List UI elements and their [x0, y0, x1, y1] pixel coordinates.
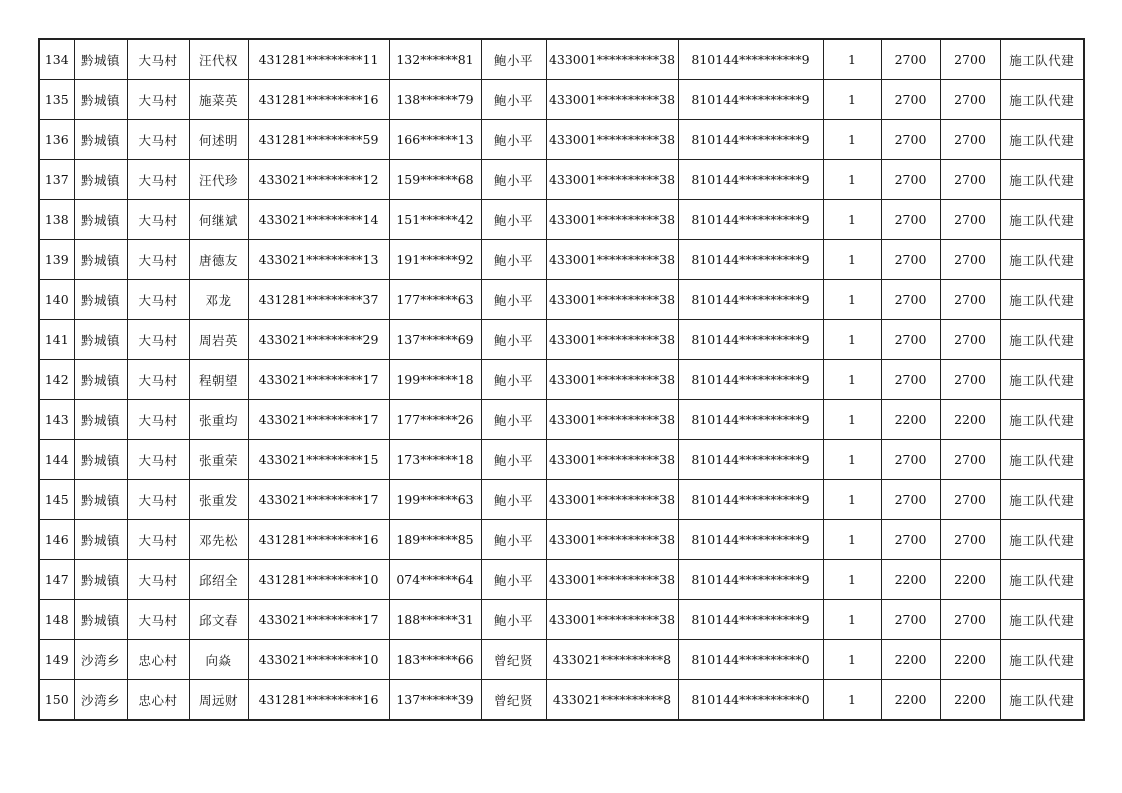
cell-paid-amount: 2700 — [940, 440, 1000, 480]
cell-quantity: 1 — [823, 240, 881, 280]
cell-village: 大马村 — [127, 600, 189, 640]
cell-subsidy-amount: 2700 — [881, 520, 940, 560]
cell-id-number: 431281*********11 — [248, 39, 389, 80]
cell-quantity: 1 — [823, 280, 881, 320]
cell-township: 黔城镇 — [74, 160, 127, 200]
cell-village: 大马村 — [127, 200, 189, 240]
cell-id-number: 433021*********17 — [248, 480, 389, 520]
cell-township: 沙湾乡 — [74, 640, 127, 680]
cell-payee-name: 鲍小平 — [481, 400, 546, 440]
cell-row-number: 150 — [39, 680, 74, 721]
cell-bank-account: 810144**********9 — [678, 200, 823, 240]
cell-subsidy-amount: 2700 — [881, 120, 940, 160]
cell-village: 忠心村 — [127, 640, 189, 680]
cell-phone-number: 074******64 — [389, 560, 481, 600]
cell-subsidy-amount: 2200 — [881, 640, 940, 680]
cell-bank-account: 810144**********9 — [678, 360, 823, 400]
cell-payee-name: 鲍小平 — [481, 320, 546, 360]
cell-village: 大马村 — [127, 320, 189, 360]
table-row — [39, 39, 1084, 80]
cell-row-number: 142 — [39, 360, 74, 400]
cell-payee-name: 鲍小平 — [481, 480, 546, 520]
cell-resident-name: 张重发 — [189, 480, 248, 520]
cell-payee-id-number: 433001**********38 — [546, 520, 678, 560]
cell-payee-id-number: 433001**********38 — [546, 240, 678, 280]
cell-township: 沙湾乡 — [74, 680, 127, 721]
cell-construction-method: 施工队代建 — [1000, 240, 1084, 280]
cell-phone-number: 151******42 — [389, 200, 481, 240]
cell-township: 黔城镇 — [74, 240, 127, 280]
cell-paid-amount: 2700 — [940, 80, 1000, 120]
cell-payee-name: 鲍小平 — [481, 280, 546, 320]
cell-row-number: 134 — [39, 39, 74, 80]
cell-village: 大马村 — [127, 440, 189, 480]
cell-payee-name: 曾纪贤 — [481, 640, 546, 680]
cell-phone-number: 159******68 — [389, 160, 481, 200]
cell-bank-account: 810144**********9 — [678, 440, 823, 480]
cell-construction-method: 施工队代建 — [1000, 360, 1084, 400]
cell-payee-name: 鲍小平 — [481, 200, 546, 240]
cell-phone-number: 177******63 — [389, 280, 481, 320]
cell-phone-number: 166******13 — [389, 120, 481, 160]
cell-payee-id-number: 433001**********38 — [546, 200, 678, 240]
cell-paid-amount: 2700 — [940, 520, 1000, 560]
cell-township: 黔城镇 — [74, 39, 127, 80]
cell-id-number: 433021*********13 — [248, 240, 389, 280]
cell-resident-name: 周远财 — [189, 680, 248, 721]
cell-bank-account: 810144**********9 — [678, 120, 823, 160]
cell-township: 黔城镇 — [74, 200, 127, 240]
cell-subsidy-amount: 2700 — [881, 600, 940, 640]
cell-paid-amount: 2700 — [940, 240, 1000, 280]
cell-row-number: 138 — [39, 200, 74, 240]
cell-subsidy-amount: 2700 — [881, 240, 940, 280]
cell-village: 大马村 — [127, 400, 189, 440]
cell-paid-amount: 2700 — [940, 600, 1000, 640]
cell-township: 黔城镇 — [74, 80, 127, 120]
cell-payee-name: 鲍小平 — [481, 600, 546, 640]
cell-payee-id-number: 433001**********38 — [546, 280, 678, 320]
cell-construction-method: 施工队代建 — [1000, 440, 1084, 480]
cell-construction-method: 施工队代建 — [1000, 120, 1084, 160]
table-row — [39, 640, 1084, 680]
cell-row-number: 144 — [39, 440, 74, 480]
cell-bank-account: 810144**********9 — [678, 480, 823, 520]
cell-resident-name: 张重均 — [189, 400, 248, 440]
cell-resident-name: 向焱 — [189, 640, 248, 680]
cell-quantity: 1 — [823, 600, 881, 640]
cell-payee-id-number: 433001**********38 — [546, 600, 678, 640]
cell-subsidy-amount: 2700 — [881, 360, 940, 400]
cell-resident-name: 汪代珍 — [189, 160, 248, 200]
cell-resident-name: 何继斌 — [189, 200, 248, 240]
cell-quantity: 1 — [823, 200, 881, 240]
cell-construction-method: 施工队代建 — [1000, 39, 1084, 80]
table-row — [39, 480, 1084, 520]
cell-payee-id-number: 433001**********38 — [546, 80, 678, 120]
cell-phone-number: 199******18 — [389, 360, 481, 400]
cell-payee-name: 鲍小平 — [481, 160, 546, 200]
cell-bank-account: 810144**********9 — [678, 600, 823, 640]
cell-payee-id-number: 433001**********38 — [546, 120, 678, 160]
cell-construction-method: 施工队代建 — [1000, 160, 1084, 200]
cell-payee-name: 鲍小平 — [481, 80, 546, 120]
cell-payee-id-number: 433001**********38 — [546, 320, 678, 360]
cell-village: 大马村 — [127, 240, 189, 280]
cell-row-number: 136 — [39, 120, 74, 160]
cell-id-number: 431281*********16 — [248, 80, 389, 120]
cell-row-number: 140 — [39, 280, 74, 320]
cell-subsidy-amount: 2700 — [881, 160, 940, 200]
cell-quantity: 1 — [823, 480, 881, 520]
cell-id-number: 431281*********10 — [248, 560, 389, 600]
cell-paid-amount: 2700 — [940, 39, 1000, 80]
cell-resident-name: 邓龙 — [189, 280, 248, 320]
cell-bank-account: 810144**********9 — [678, 400, 823, 440]
cell-id-number: 431281*********37 — [248, 280, 389, 320]
cell-construction-method: 施工队代建 — [1000, 680, 1084, 721]
table-row — [39, 280, 1084, 320]
cell-subsidy-amount: 2700 — [881, 440, 940, 480]
records-table — [38, 38, 1085, 721]
cell-id-number: 433021*********17 — [248, 360, 389, 400]
cell-resident-name: 邓先松 — [189, 520, 248, 560]
cell-quantity: 1 — [823, 440, 881, 480]
data-sheet — [38, 38, 1083, 721]
cell-construction-method: 施工队代建 — [1000, 280, 1084, 320]
cell-id-number: 433021*********14 — [248, 200, 389, 240]
cell-phone-number: 137******39 — [389, 680, 481, 721]
cell-construction-method: 施工队代建 — [1000, 560, 1084, 600]
cell-row-number: 147 — [39, 560, 74, 600]
cell-quantity: 1 — [823, 39, 881, 80]
cell-row-number: 141 — [39, 320, 74, 360]
cell-id-number: 431281*********16 — [248, 520, 389, 560]
cell-bank-account: 810144**********9 — [678, 560, 823, 600]
cell-construction-method: 施工队代建 — [1000, 320, 1084, 360]
cell-row-number: 139 — [39, 240, 74, 280]
table-row — [39, 440, 1084, 480]
cell-township: 黔城镇 — [74, 520, 127, 560]
cell-payee-name: 鲍小平 — [481, 440, 546, 480]
cell-construction-method: 施工队代建 — [1000, 600, 1084, 640]
table-row — [39, 120, 1084, 160]
cell-township: 黔城镇 — [74, 360, 127, 400]
cell-construction-method: 施工队代建 — [1000, 640, 1084, 680]
cell-phone-number: 173******18 — [389, 440, 481, 480]
cell-id-number: 433021*********10 — [248, 640, 389, 680]
cell-construction-method: 施工队代建 — [1000, 520, 1084, 560]
cell-resident-name: 汪代权 — [189, 39, 248, 80]
cell-resident-name: 何述明 — [189, 120, 248, 160]
table-row — [39, 560, 1084, 600]
cell-payee-name: 鲍小平 — [481, 520, 546, 560]
cell-bank-account: 810144**********9 — [678, 320, 823, 360]
cell-row-number: 148 — [39, 600, 74, 640]
cell-quantity: 1 — [823, 680, 881, 721]
cell-phone-number: 132******81 — [389, 39, 481, 80]
cell-payee-id-number: 433001**********38 — [546, 160, 678, 200]
cell-resident-name: 施菜英 — [189, 80, 248, 120]
cell-phone-number: 137******69 — [389, 320, 481, 360]
cell-phone-number: 183******66 — [389, 640, 481, 680]
cell-township: 黔城镇 — [74, 440, 127, 480]
cell-quantity: 1 — [823, 320, 881, 360]
cell-phone-number: 188******31 — [389, 600, 481, 640]
cell-paid-amount: 2700 — [940, 200, 1000, 240]
cell-construction-method: 施工队代建 — [1000, 480, 1084, 520]
cell-subsidy-amount: 2700 — [881, 280, 940, 320]
cell-subsidy-amount: 2700 — [881, 39, 940, 80]
cell-payee-id-number: 433001**********38 — [546, 39, 678, 80]
cell-subsidy-amount: 2200 — [881, 680, 940, 721]
table-row — [39, 200, 1084, 240]
table-body — [39, 39, 1084, 720]
cell-resident-name: 周岩英 — [189, 320, 248, 360]
cell-paid-amount: 2200 — [940, 400, 1000, 440]
cell-resident-name: 邱绍全 — [189, 560, 248, 600]
cell-paid-amount: 2200 — [940, 640, 1000, 680]
cell-payee-name: 鲍小平 — [481, 560, 546, 600]
cell-phone-number: 189******85 — [389, 520, 481, 560]
cell-paid-amount: 2700 — [940, 120, 1000, 160]
cell-id-number: 431281*********16 — [248, 680, 389, 721]
table-row — [39, 240, 1084, 280]
cell-township: 黔城镇 — [74, 320, 127, 360]
table-row — [39, 80, 1084, 120]
cell-bank-account: 810144**********9 — [678, 520, 823, 560]
cell-payee-id-number: 433001**********38 — [546, 440, 678, 480]
cell-bank-account: 810144**********0 — [678, 640, 823, 680]
cell-paid-amount: 2200 — [940, 680, 1000, 721]
cell-construction-method: 施工队代建 — [1000, 400, 1084, 440]
cell-village: 大马村 — [127, 520, 189, 560]
cell-id-number: 431281*********59 — [248, 120, 389, 160]
cell-payee-id-number: 433001**********38 — [546, 560, 678, 600]
cell-payee-name: 鲍小平 — [481, 39, 546, 80]
cell-village: 大马村 — [127, 39, 189, 80]
cell-payee-id-number: 433021**********8 — [546, 640, 678, 680]
cell-resident-name: 邱文春 — [189, 600, 248, 640]
cell-phone-number: 191******92 — [389, 240, 481, 280]
cell-subsidy-amount: 2700 — [881, 80, 940, 120]
cell-bank-account: 810144**********9 — [678, 39, 823, 80]
cell-resident-name: 程朝望 — [189, 360, 248, 400]
cell-construction-method: 施工队代建 — [1000, 80, 1084, 120]
cell-payee-id-number: 433001**********38 — [546, 480, 678, 520]
table-row — [39, 160, 1084, 200]
cell-quantity: 1 — [823, 160, 881, 200]
cell-paid-amount: 2700 — [940, 360, 1000, 400]
cell-paid-amount: 2200 — [940, 560, 1000, 600]
cell-village: 大马村 — [127, 480, 189, 520]
table-row — [39, 400, 1084, 440]
cell-row-number: 135 — [39, 80, 74, 120]
cell-payee-id-number: 433021**********8 — [546, 680, 678, 721]
cell-bank-account: 810144**********9 — [678, 80, 823, 120]
cell-payee-name: 鲍小平 — [481, 240, 546, 280]
cell-phone-number: 177******26 — [389, 400, 481, 440]
cell-phone-number: 199******63 — [389, 480, 481, 520]
cell-village: 大马村 — [127, 80, 189, 120]
cell-subsidy-amount: 2700 — [881, 200, 940, 240]
cell-payee-name: 鲍小平 — [481, 360, 546, 400]
cell-subsidy-amount: 2700 — [881, 480, 940, 520]
cell-id-number: 433021*********15 — [248, 440, 389, 480]
cell-row-number: 146 — [39, 520, 74, 560]
cell-paid-amount: 2700 — [940, 280, 1000, 320]
table-row — [39, 520, 1084, 560]
cell-quantity: 1 — [823, 520, 881, 560]
cell-subsidy-amount: 2700 — [881, 320, 940, 360]
cell-subsidy-amount: 2200 — [881, 560, 940, 600]
cell-id-number: 433021*********12 — [248, 160, 389, 200]
cell-quantity: 1 — [823, 560, 881, 600]
cell-bank-account: 810144**********9 — [678, 160, 823, 200]
cell-paid-amount: 2700 — [940, 320, 1000, 360]
cell-row-number: 143 — [39, 400, 74, 440]
cell-village: 大马村 — [127, 160, 189, 200]
table-row — [39, 680, 1084, 721]
cell-township: 黔城镇 — [74, 120, 127, 160]
cell-quantity: 1 — [823, 640, 881, 680]
cell-quantity: 1 — [823, 360, 881, 400]
cell-quantity: 1 — [823, 120, 881, 160]
cell-paid-amount: 2700 — [940, 480, 1000, 520]
cell-village: 大马村 — [127, 360, 189, 400]
cell-row-number: 145 — [39, 480, 74, 520]
cell-id-number: 433021*********17 — [248, 400, 389, 440]
cell-township: 黔城镇 — [74, 280, 127, 320]
cell-row-number: 149 — [39, 640, 74, 680]
cell-bank-account: 810144**********0 — [678, 680, 823, 721]
cell-township: 黔城镇 — [74, 480, 127, 520]
cell-construction-method: 施工队代建 — [1000, 200, 1084, 240]
cell-township: 黔城镇 — [74, 400, 127, 440]
cell-bank-account: 810144**********9 — [678, 240, 823, 280]
cell-bank-account: 810144**********9 — [678, 280, 823, 320]
cell-payee-id-number: 433001**********38 — [546, 360, 678, 400]
cell-phone-number: 138******79 — [389, 80, 481, 120]
table-row — [39, 320, 1084, 360]
cell-resident-name: 唐德友 — [189, 240, 248, 280]
cell-township: 黔城镇 — [74, 560, 127, 600]
cell-row-number: 137 — [39, 160, 74, 200]
cell-village: 大马村 — [127, 280, 189, 320]
cell-village: 忠心村 — [127, 680, 189, 721]
cell-village: 大马村 — [127, 560, 189, 600]
cell-village: 大马村 — [127, 120, 189, 160]
cell-payee-name: 鲍小平 — [481, 120, 546, 160]
cell-quantity: 1 — [823, 80, 881, 120]
cell-township: 黔城镇 — [74, 600, 127, 640]
cell-paid-amount: 2700 — [940, 160, 1000, 200]
table-row — [39, 600, 1084, 640]
cell-quantity: 1 — [823, 400, 881, 440]
cell-payee-name: 曾纪贤 — [481, 680, 546, 721]
cell-id-number: 433021*********29 — [248, 320, 389, 360]
cell-id-number: 433021*********17 — [248, 600, 389, 640]
table-row — [39, 360, 1084, 400]
cell-payee-id-number: 433001**********38 — [546, 400, 678, 440]
cell-resident-name: 张重荣 — [189, 440, 248, 480]
cell-subsidy-amount: 2200 — [881, 400, 940, 440]
